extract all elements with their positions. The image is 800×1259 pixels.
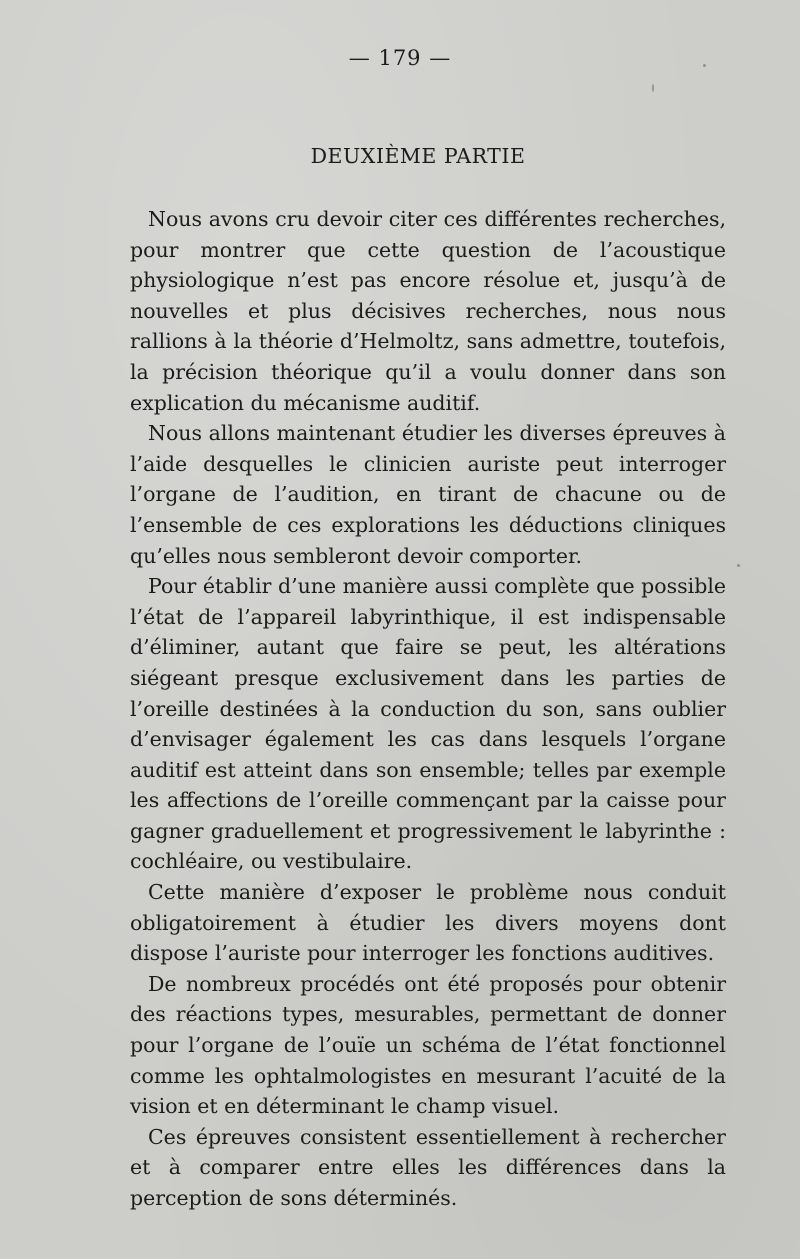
paper-speck [703, 64, 706, 67]
page-number: — 179 — [348, 46, 452, 70]
paragraph: Nous avons cru devoir citer ces différentes recherches, pour montrer que cette question de l’acoustique physiologique n’est pas encore résolue et, jusqu’à de nouvelles et plus décisives recherches, nous nous rallions à la théorie d’Helmoltz, sans admettre, toutefois, la précision théorique qu’il a voulu donner dans son explication du mécanisme auditif. [130, 207, 726, 415]
paper-speck [652, 84, 654, 92]
paragraph: Nous allons maintenant étudier les diverses épreuves à l’aide desquelles le clinicien auriste peut interroger l’organe de l’audition, en tirant de chacune ou de l’ensemble de ces explorations les déductions cliniques qu’elles nous sembleront devoir comporter. [130, 421, 726, 568]
paragraph: Pour établir d’une manière aussi complète que possible l’état de l’appareil labyrinthique, il est indispensable d’éliminer, autant que faire se peut, les altérations siégeant presque exclusivement dans les parties de l’oreille destinées à la conduction du son, sans oublier d’envisager également les cas dans lesquels l’organe auditif est atteint dans son ensemble; telles par exemple les affections de l’oreille commençant par la caisse pour gagner graduellement et progressivement le labyrinthe : cochléaire, ou vestibulaire. [130, 574, 727, 874]
paragraph: De nombreux procédés ont été proposés pour obtenir des réactions types, mesurables, permettant de donner pour l’organe de l’ouïe un schéma de l’état fonctionnel comme les ophtalmologistes en mesurant l’acuité de la vision et en déterminant le champ visuel. [130, 971, 726, 1119]
paragraph: Ces épreuves consistent essentiellement à rechercher et à comparer entre elles les différences dans la perception de sons déterminés. [130, 1124, 726, 1210]
body-text [130, 204, 726, 1214]
paper-speck [737, 564, 740, 567]
paragraph: Cette manière d’exposer le problème nous conduit obligatoirement à étudier les divers moyens dont dispose l’auriste pour interroger les fonctions auditives. [130, 880, 726, 966]
part-title: DEUXIÈME PARTIE [310, 144, 526, 168]
